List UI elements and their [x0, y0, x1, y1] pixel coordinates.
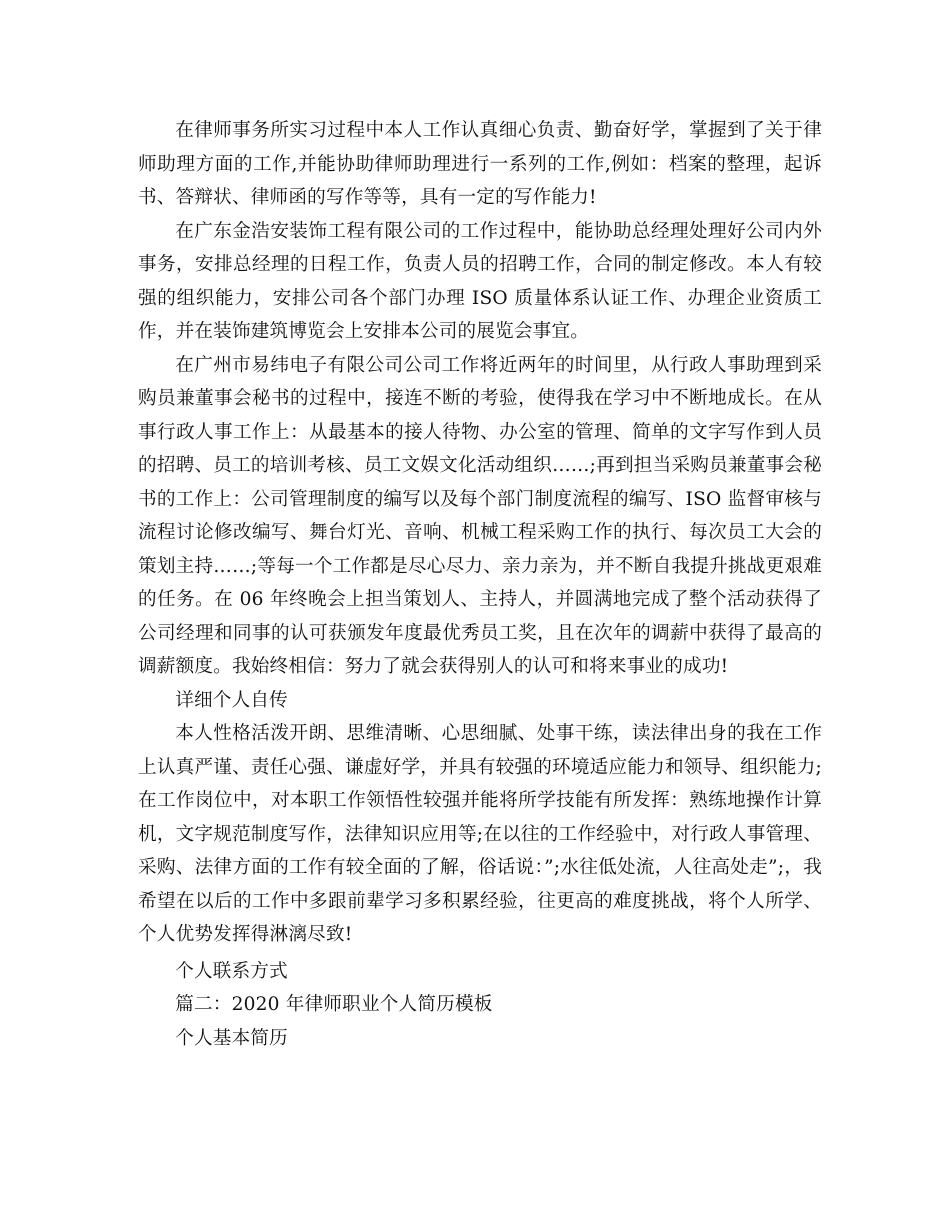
document-body	[138, 114, 822, 1055]
paragraph-electronics-company: 在广州市易纬电子有限公司公司工作将近两年的时间里，从行政人事助理到采购员兼董事会秘书的过程中，接连不断的考验，使得我在学习中不断地成长。在从事行政人事工作上：从最基本的接人待物、办公室的管理、简单的文字写作到人员的招聘、员工的培训考核、员工文娱文化活动组织……;再到担当采购员兼董事会秘书的工作上：公司管理制度的编写以及每个部门制度流程的编写、ISO 监督审核与流程讨论修改编写、舞台灯光、音响、机械工程采购工作的执行、每次员工大会的策划主持……;等每一个工作都是尽心尽力、亲力亲为，并不断自我提升挑战更艰难的任务。在 06 年终晚会上担当策划人、主持人，并圆满地完成了整个活动获得了公司经理和同事的认可获颁发年度最优秀员工奖，且在次年的调薪中获得了最高的调薪额度。我始终相信：努力了就会获得别人的认可和将来事业的成功!	[138, 354, 822, 677]
heading-part-two: 篇二：2020 年律师职业个人简历模板	[175, 994, 493, 1015]
heading-autobiography: 详细个人自传	[175, 689, 288, 711]
heading-contact: 个人联系方式	[175, 960, 288, 982]
paragraph-internship: 在律师事务所实习过程中本人工作认真细心负责、勤奋好学，掌握到了关于律师助理方面的工作,并能协助律师助理进行一系列的工作,例如：档案的整理，起诉书、答辩状、律师函的写作等等，具有一定的写作能力!	[138, 120, 822, 208]
heading-basic-resume: 个人基本简历	[175, 1027, 288, 1049]
paragraph-autobiography: 本人性格活泼开朗、思维清晰、心思细腻、处事干练，读法律出身的我在工作上认真严谨、责任心强、谦虚好学，并具有较强的环境适应能力和领导、组织能力;在工作岗位中，对本职工作领悟性较强并能将所学技能有所发挥：熟练地操作计算机，文字规范制度写作，法律知识应用等;在以往的工作经验中，对行政人事管理、采购、法律方面的工作有较全面的了解，俗话说：”;水往低处流，人往高处走”;，我希望在以后的工作中多跟前辈学习多积累经验，往更高的难度挑战，将个人所学、个人优势发挥得淋漓尽致!	[138, 723, 822, 945]
paragraph-decoration-company: 在广东金浩安装饰工程有限公司的工作过程中，能协助总经理处理好公司内外事务，安排总经理的日程工作，负责人员的招聘工作，合同的制定修改。本人有较强的组织能力，安排公司各个部门办理 ISO 质量体系认证工作、办理企业资质工作，并在装饰建筑博览会上安排本公司的展览会事宜。	[138, 220, 822, 342]
